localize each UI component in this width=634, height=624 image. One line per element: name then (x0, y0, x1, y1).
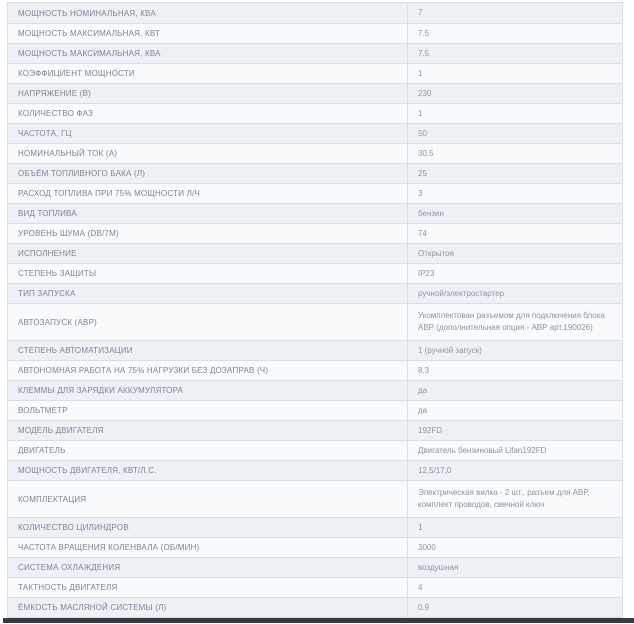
spec-value: да (418, 405, 428, 415)
spec-label: МОЩНОСТЬ НОМИНАЛЬНАЯ, КВА (8, 3, 408, 23)
spec-value: Электрическая вилка - 2 шт., разъем для АВР, комплект проводов, свечной ключ (418, 488, 590, 509)
spec-label: ИСПОЛНЕНИЕ (8, 244, 408, 263)
spec-label: СТЕПЕНЬ ЗАЩИТЫ (8, 264, 408, 283)
table-row (8, 440, 622, 460)
spec-label: ТИП ЗАПУСКА (8, 284, 408, 303)
table-row (8, 43, 622, 63)
spec-value: 4 (418, 582, 423, 592)
table-row (8, 340, 622, 360)
table-row (8, 103, 622, 123)
spec-label: НАПРЯЖЕНИЕ (В) (8, 84, 408, 103)
spec-value: 0.9 (418, 602, 430, 612)
table-row (8, 557, 622, 577)
spec-value: Открытое (418, 248, 455, 258)
spec-label: КОЛИЧЕСТВО ЦИЛИНДРОВ (8, 518, 408, 537)
table-row (8, 597, 622, 617)
spec-value: 192FD (418, 425, 443, 435)
spec-label: МОЩНОСТЬ ДВИГАТЕЛЯ, КВТ/Л.С. (8, 461, 408, 480)
table-row (8, 163, 622, 183)
table-row (8, 243, 622, 263)
spec-value: 1 (ручной запуск) (418, 345, 482, 355)
spec-label: АВТОНОМНАЯ РАБОТА НА 75% НАГРУЗКИ БЕЗ ДОЗАПРАВ (Ч) (8, 361, 408, 380)
spec-value: 1 (418, 68, 423, 78)
spec-label: КОЭФФИЦИЕНТ МОЩНОСТИ (8, 64, 408, 83)
spec-value: 1 (418, 108, 423, 118)
spec-value: Укомплектован разъемом для подключения блока АВР (дополнительная опция - АВР арт.190026) (418, 311, 605, 332)
spec-value: 30.5 (418, 148, 434, 158)
table-row (8, 3, 622, 23)
table-row (8, 143, 622, 163)
table-row (8, 263, 622, 283)
spec-value: 74 (418, 228, 427, 238)
table-row (8, 517, 622, 537)
spec-label: МОДЕЛЬ ДВИГАТЕЛЯ (8, 421, 408, 440)
table-row (8, 460, 622, 480)
table-row (8, 480, 622, 517)
spec-value: 7 (418, 8, 423, 17)
spec-label: ТАКТНОСТЬ ДВИГАТЕЛЯ (8, 578, 408, 597)
table-row (8, 420, 622, 440)
spec-value: IP23 (418, 268, 435, 278)
table-row (8, 223, 622, 243)
table-row (8, 183, 622, 203)
table-row (8, 23, 622, 43)
spec-label: ОБЪЁМ ТОПЛИВНОГО БАКА (Л) (8, 164, 408, 183)
table-row (8, 83, 622, 103)
spec-value: 25 (418, 168, 427, 178)
spec-label: МОЩНОСТЬ МАКСИМАЛЬНАЯ, КВТ (8, 24, 408, 43)
bottom-dark-bar (3, 618, 634, 623)
table-row (8, 123, 622, 143)
spec-label: МОЩНОСТЬ МАКСИМАЛЬНАЯ, КВА (8, 44, 408, 63)
spec-value: воздушная (418, 562, 459, 572)
spec-value: 1 (418, 522, 423, 532)
spec-value: 3 (418, 188, 423, 198)
table-row (8, 203, 622, 223)
spec-label: ЁМКОСТЬ МАСЛЯНОЙ СИСТЕМЫ (Л) (8, 598, 408, 617)
spec-table (7, 2, 623, 618)
spec-value: 7.5 (418, 28, 430, 38)
spec-value: 3000 (418, 542, 436, 552)
spec-value: бензин (418, 208, 444, 218)
spec-label: КОМПЛЕКТАЦИЯ (8, 481, 408, 517)
spec-label: КЛЕММЫ ДЛЯ ЗАРЯДКИ АККУМУЛЯТОРА (8, 381, 408, 400)
table-row (8, 400, 622, 420)
spec-label: ЧАСТОТА ВРАЩЕНИЯ КОЛЕНВАЛА (ОБ/МИН) (8, 538, 408, 557)
spec-label: ЧАСТОТА, ГЦ (8, 124, 408, 143)
spec-value: Двигатель бензиновый Lifan192FD (418, 445, 547, 455)
spec-label: АВТОЗАПУСК (АВР) (8, 304, 408, 340)
spec-value: ручной/электростартер (418, 288, 505, 298)
spec-value: 7.5 (418, 48, 430, 58)
table-row (8, 537, 622, 557)
table-row (8, 360, 622, 380)
spec-label: СИСТЕМА ОХЛАЖДЕНИЯ (8, 558, 408, 577)
spec-value: да (418, 385, 428, 395)
table-row (8, 380, 622, 400)
table-row (8, 283, 622, 303)
spec-value: 50 (418, 128, 427, 138)
spec-value: 12,5/17,0 (418, 465, 452, 475)
spec-label: ВИД ТОПЛИВА (8, 204, 408, 223)
table-row (8, 577, 622, 597)
spec-value: 8.3 (418, 365, 430, 375)
table-row (8, 63, 622, 83)
spec-label: КОЛИЧЕСТВО ФАЗ (8, 104, 408, 123)
spec-label: РАСХОД ТОПЛИВА ПРИ 75% МОЩНОСТИ Л/Ч (8, 184, 408, 203)
table-row (8, 303, 622, 340)
spec-label: ДВИГАТЕЛЬ (8, 441, 408, 460)
spec-label: УРОВЕНЬ ШУМА (DB/7M) (8, 224, 408, 243)
spec-value: 230 (418, 88, 432, 98)
spec-label: НОМИНАЛЬНЫЙ ТОК (А) (8, 144, 408, 163)
spec-label: ВОЛЬТМЕТР (8, 401, 408, 420)
spec-label: СТЕПЕНЬ АВТОМАТИЗАЦИИ (8, 341, 408, 360)
